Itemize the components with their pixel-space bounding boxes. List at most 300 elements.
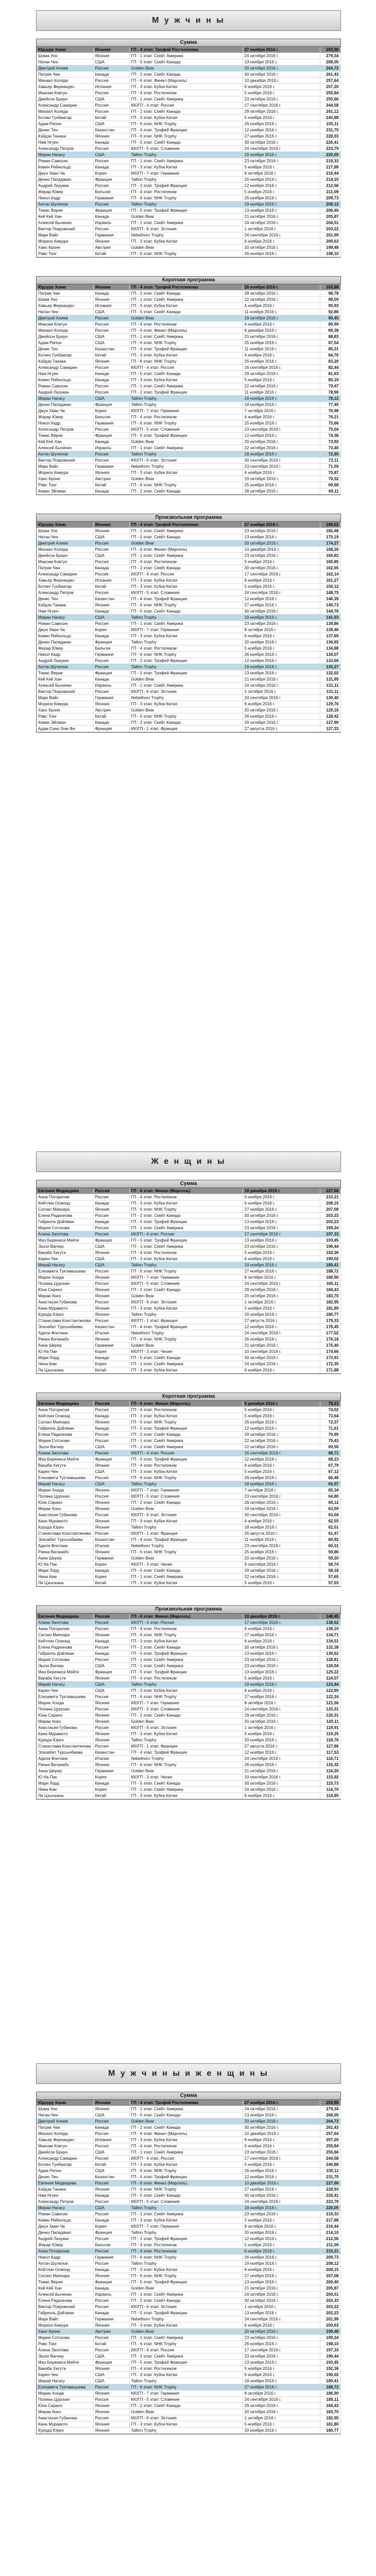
score: 161,27 — [320, 578, 340, 584]
date: 12 ноября 2016 г. — [243, 433, 320, 439]
score: 235,11 — [320, 2168, 340, 2174]
skater-name: Вакаба Хигути — [37, 1250, 93, 1256]
competition: ГП - 6 этап: Финал (Марсель) — [129, 2180, 243, 2187]
country: Франция — [93, 1238, 129, 1244]
skater-name: Кана Мурамото — [37, 2421, 93, 2428]
skater-name: Кевин Рейнольдс — [37, 633, 93, 639]
score: 202,23 — [320, 2310, 340, 2316]
date: 25 ноября 2016 г. — [243, 359, 320, 365]
competition: ГП - 4 этап: Ростелеком — [129, 2248, 243, 2255]
competition: ГП - 1 этап: Скейт Америка — [129, 1663, 243, 1669]
skater-name: Дениз Пападакис — [37, 177, 93, 183]
score: 117,53 — [320, 1750, 340, 1756]
skater-name: Мария Сотскова — [37, 2335, 93, 2341]
table-row — [37, 2360, 340, 2366]
date: 23 сентября 2016 г. — [243, 1494, 320, 1500]
skater-name: Джейсон Браун — [37, 2149, 93, 2156]
date: 5 ноября 2016 г. — [243, 189, 320, 195]
country: Россия — [93, 315, 129, 321]
table-row — [37, 1549, 340, 1555]
country: Япония — [93, 1549, 129, 1555]
table-row — [37, 408, 340, 414]
date: 20 октября 2016 г. — [243, 707, 320, 714]
country: Корея — [93, 1787, 129, 1793]
competition: ГП - 1 этап: Скейт Америка — [129, 1244, 243, 1250]
table-row — [37, 1543, 340, 1549]
date: 5 ноября 2016 г. — [243, 1250, 320, 1256]
score: 128,42 — [320, 714, 340, 720]
competition: ГП - 4 этап: Ростелеком — [129, 321, 243, 328]
country: Казахстан — [93, 1537, 129, 1543]
skater-name: Шома Уно — [37, 2106, 93, 2112]
date: 1 октября 2016 г. — [243, 2304, 320, 2310]
table-row — [37, 171, 340, 177]
skater-name: Анна Шерер — [37, 1768, 93, 1774]
date: 21 октября 2016 г. — [243, 1768, 320, 1774]
competition: ГП - 6 этап: NHK Trophy — [129, 602, 243, 608]
table-row — [37, 315, 340, 321]
competition: Tallinn Trophy — [129, 615, 243, 621]
date: 10 декабря 2016 г. — [243, 78, 320, 84]
skater-name: Габриэль Дэйлман — [37, 1426, 93, 1432]
competition: Golden Bear — [129, 2119, 243, 2125]
country: Канада — [93, 676, 129, 683]
competition: ГП - 5 этап: Трофей Франции — [129, 2360, 243, 2366]
competition: ГП - 6 этап: NHK Trophy — [129, 714, 243, 720]
competition: КЮГП - 3 этап: Чехия — [129, 1349, 243, 1355]
score: 74,38 — [320, 433, 340, 439]
competition: ГП - 5 этап: Скейт Канада — [129, 1568, 243, 1574]
date: 23 сентября 2016 г. — [243, 464, 320, 470]
date: 19 ноября 2016 г. — [243, 1682, 320, 1688]
table-row — [37, 1574, 340, 1580]
date: 23 октября 2016 г. — [243, 528, 320, 534]
date: 28 октября 2016 г. — [243, 488, 320, 495]
date: 6 ноября 2016 г. — [243, 2323, 320, 2329]
date: 25 ноября 2016 г. — [243, 420, 320, 427]
score: 190,02 — [320, 2372, 340, 2378]
country: Китай — [93, 352, 129, 359]
date: 23 октября 2016 г. — [243, 2353, 320, 2360]
table-row — [37, 2261, 340, 2267]
competition: ГП - 3 этап: Кубок Китая — [129, 1469, 243, 1475]
country: Россия — [93, 1231, 129, 1238]
date: 20 ноября 2016 г. — [243, 1312, 320, 1318]
country: Япония — [93, 2391, 129, 2397]
competition: ГП - 6 этап: NHK Trophy — [129, 1549, 243, 1555]
table-row — [37, 1694, 340, 1700]
country: Япония — [93, 1675, 129, 1682]
competition: ГП - 4 этап: Трофей Франции — [129, 2174, 243, 2180]
date: 13 ноября 2016 г. — [243, 534, 320, 540]
skater-name: Кэйдзи Танака — [37, 2187, 93, 2193]
section-banner-all: М у ж ч и н ы и ж е н щ и н ы — [36, 2063, 341, 2084]
country: Россия — [93, 103, 129, 109]
competition: Tallinn Trophy — [129, 396, 243, 402]
country: Германия — [93, 2255, 129, 2261]
skater-name: Нина Ким — [37, 1787, 93, 1793]
skater-name: Максим Ковтун — [37, 321, 93, 328]
competition: ГП - 6 этап: NHK Trophy — [129, 2384, 243, 2391]
table-row — [37, 676, 340, 683]
competition: Tallinn Trophy — [129, 451, 243, 457]
table-row — [37, 457, 340, 464]
table-row — [37, 565, 340, 571]
score: 207,08 — [320, 1207, 340, 1213]
competition: ГП - 6 этап: NHK Trophy — [129, 2187, 243, 2193]
date: 19 октября 2016 г. — [243, 315, 320, 321]
skater-name: Марк Вайс — [37, 464, 93, 470]
competition: КЮГП - 5 этап: Словения — [129, 2199, 243, 2205]
country: Канада — [93, 1638, 129, 1645]
skater-name: Ханс Кроне — [37, 476, 93, 482]
country: Россия — [93, 2156, 129, 2162]
skater-name: Андрей Лазукин — [37, 2236, 93, 2242]
date: 28 октября 2016 г. — [243, 291, 320, 297]
score: 189,41 — [320, 1262, 340, 1268]
date: 30 октября 2016 г. — [243, 1213, 320, 1219]
skater-name: Александр Самарин — [37, 2156, 93, 2162]
competition: ГП - 4 этап: Ростелеком — [129, 2366, 243, 2372]
competition: КЮГП - 5 этап: Словения — [129, 427, 243, 433]
skater-name: Роман Савосин — [37, 2211, 93, 2217]
country: Россия — [93, 2248, 129, 2255]
date: 6 ноября 2016 г. — [243, 633, 320, 639]
date: 13 ноября 2016 г. — [243, 1238, 320, 1244]
date: 1 октября 2016 г. — [243, 226, 320, 232]
country: Россия — [93, 78, 129, 84]
country: Япония — [93, 1731, 129, 1737]
country: Россия — [93, 2298, 129, 2304]
score: 198,10 — [320, 2341, 340, 2347]
date: 17 сентября 2016 г. — [243, 1620, 320, 1626]
date: 26 ноября 2016 г. — [243, 1762, 320, 1768]
score: 202,23 — [320, 1219, 340, 1225]
score: 122,90 — [320, 1688, 340, 1694]
skater-name: Адам Рипон — [37, 121, 93, 127]
score: 76,21 — [320, 414, 340, 420]
table-row — [37, 2323, 340, 2329]
score: 231,70 — [320, 127, 340, 133]
table-row — [37, 726, 340, 732]
country: Япония — [93, 1312, 129, 1318]
competition: ГП - 1 этап: Скейт Америка — [129, 2353, 243, 2360]
skater-name: Михаил Коляда — [37, 109, 93, 115]
skater-name: Маэ Берениса Мейте — [37, 1456, 93, 1463]
date: 20 октября 2016 г. — [243, 2329, 320, 2335]
competition: ГП - 3 этап: Кубок Китая — [129, 2267, 243, 2273]
table-row — [37, 1330, 340, 1336]
date: 4 ноября 2016 г. — [243, 470, 320, 476]
country: Германия — [93, 1343, 129, 1349]
score: 203,33 — [320, 2298, 340, 2304]
score: 119,91 — [320, 1725, 340, 1731]
skater-name: Евгения Медведева — [37, 2180, 93, 2187]
date: 26 ноября 2016 г. — [243, 2341, 320, 2347]
table-row — [37, 1367, 340, 1374]
skater-name: Виктор Покровский — [37, 2304, 93, 2310]
table-row — [37, 2199, 340, 2205]
country: Канада — [93, 377, 129, 383]
score: 228,93 — [320, 2187, 340, 2193]
skater-name: Антон Шулепов — [37, 2261, 93, 2267]
competition: ГП - 4 этап: Ростелеком — [129, 1463, 243, 1469]
date: 24 сентября 2016 г. — [243, 695, 320, 701]
score: 136,19 — [320, 1626, 340, 1632]
skater-name: Мираи Нагасу — [37, 2205, 93, 2211]
country: Россия — [93, 427, 129, 433]
date: 27 ноября 2016 г. — [243, 1207, 320, 1213]
date: 4 ноября 2016 г. — [243, 1518, 320, 1524]
skater-name: Дмитрий Алиев — [37, 65, 93, 72]
skater-name: Марин Хонда — [37, 1487, 93, 1494]
competition: КЮГП - 7 этап: Германия — [129, 408, 243, 414]
country: Россия — [93, 2119, 129, 2125]
score: 172,35 — [320, 1361, 340, 1367]
country: Япония — [93, 297, 129, 303]
country: Россия — [93, 146, 129, 152]
score: 203,33 — [320, 1213, 340, 1219]
skater-name: Ботинг Гунбаатар — [37, 2162, 93, 2168]
competition: ГП - 5 этап: Скейт Канада — [129, 2193, 243, 2199]
competition: КЮГП - 7 этап: Германия — [129, 2391, 243, 2397]
country: США — [93, 1256, 129, 1262]
competition: ГП - 4 этап: Ростелеком — [129, 189, 243, 195]
ranking-table-men-1 — [36, 276, 341, 495]
table-row — [37, 140, 340, 146]
country: Китай — [93, 2341, 129, 2347]
table-row — [37, 164, 340, 171]
date: 7 октября 2016 г. — [243, 1487, 320, 1494]
competition: ГП - 2 этап: Скейт Канада — [129, 2125, 243, 2131]
score: 293,90 — [320, 2100, 340, 2106]
skater-name: Натан Чен — [37, 2112, 93, 2119]
country: Россия — [93, 571, 129, 578]
skater-name: Анастасия Губанова — [37, 1512, 93, 1518]
country: Россия — [93, 1450, 129, 1456]
competition: ГП - 6 этап: NHK Trophy — [129, 359, 243, 365]
table-row — [37, 2143, 340, 2149]
country: Казахстан — [93, 2174, 129, 2180]
table-row — [37, 189, 340, 195]
skater-name: Алексей Быченко — [37, 683, 93, 689]
score: 176,18 — [320, 1336, 340, 1343]
score: 162,65 — [320, 565, 340, 571]
country: Япония — [93, 53, 129, 59]
table-row — [37, 1188, 340, 1194]
competition: ГП - 2 этап: Скейт Канада — [129, 720, 243, 726]
skater-name: Мориси Кимура — [37, 470, 93, 476]
table-row — [37, 284, 340, 291]
country: Франция — [93, 2360, 129, 2366]
competition: Golden Bear — [129, 245, 243, 251]
date: 30 октября 2016 г. — [243, 1645, 320, 1651]
date: 26 ноября 2016 г. — [243, 714, 320, 720]
score: 115,73 — [320, 1781, 340, 1787]
competition: Nebelhorn Trophy — [129, 1330, 243, 1336]
country: Франция — [93, 433, 129, 439]
table-row — [37, 482, 340, 488]
country: Австрия — [93, 245, 129, 251]
country: Корея — [93, 1574, 129, 1580]
table-row — [37, 2316, 340, 2323]
skater-name: Эшли Вагнер — [37, 2353, 93, 2360]
date: 10 декабря 2016 г. — [243, 2180, 320, 2187]
score: 73,64 — [320, 1413, 340, 1419]
skater-name: Виктор Покровский — [37, 226, 93, 232]
date: 12 ноября 2016 г. — [243, 1750, 320, 1756]
date: 23 октября 2016 г. — [243, 553, 320, 559]
skater-name: Евгения Медведева — [37, 1188, 93, 1194]
country: Бельгия — [93, 646, 129, 652]
country: США — [93, 2372, 129, 2378]
table-row — [37, 208, 340, 214]
date: 4 ноября 2016 г. — [243, 352, 320, 359]
country: Канада — [93, 488, 129, 495]
competition: Tallinn Trophy — [129, 1312, 243, 1318]
score: 95,93 — [320, 303, 340, 309]
country: Канада — [93, 371, 129, 377]
score: 103,89 — [320, 284, 340, 291]
date: 4 ноября 2016 г. — [243, 1463, 320, 1469]
skater-name: Мориси Кимура — [37, 701, 93, 707]
skater-name: Мираи Аокэ — [37, 2409, 93, 2415]
score: 184,43 — [320, 2403, 340, 2409]
skater-name: Антон Шулепов — [37, 451, 93, 457]
results-table — [37, 47, 341, 257]
score: 216,44 — [320, 171, 340, 177]
skater-name: Алина Загитова — [37, 1620, 93, 1626]
country: Германия — [93, 420, 129, 427]
date: 13 ноября 2016 г. — [243, 2112, 320, 2119]
country: Япония — [93, 1506, 129, 1512]
country: США — [93, 59, 129, 65]
table-row — [37, 2292, 340, 2298]
skater-name: Ботинг Гунбаатар — [37, 115, 93, 121]
score: 124,57 — [320, 1675, 340, 1682]
table-row — [37, 420, 340, 427]
competition: КЮГП - 4 этап: Россия — [129, 1450, 243, 1456]
country: Казахстан — [93, 1750, 129, 1756]
country: Израиль — [93, 220, 129, 226]
country: Германия — [93, 1768, 129, 1774]
country: Австрия — [93, 476, 129, 482]
competition: ГП - 3 этап: Кубок Китая — [129, 2421, 243, 2428]
score: 257,20 — [320, 84, 340, 90]
date: 30 октября 2016 г. — [243, 1355, 320, 1361]
table-row — [37, 65, 340, 72]
date: 18 ноября 2016 г. — [243, 402, 320, 408]
date: 20 ноября 2016 г. — [243, 2428, 320, 2434]
competition: КЮГП - 7 этап: Германия — [129, 2224, 243, 2230]
competition: ГП - 2 этап: Скейт Канада — [129, 488, 243, 495]
country: Китай — [93, 584, 129, 590]
score: 58,18 — [320, 1568, 340, 1574]
country: Россия — [93, 689, 129, 695]
score: 210,21 — [320, 1194, 340, 1200]
skater-name: Вакаба Хигути — [37, 2366, 93, 2372]
table-row — [37, 695, 340, 701]
date: 5 ноября 2016 г. — [243, 2242, 320, 2248]
score: 116,20 — [320, 1768, 340, 1774]
country: Россия — [93, 65, 129, 72]
skater-name: Ривс Тонг — [37, 2341, 93, 2347]
table-row — [37, 1207, 340, 1213]
skater-name: Елена Радионова — [37, 2298, 93, 2304]
table-row — [37, 251, 340, 257]
score: 60,92 — [320, 1537, 340, 1543]
section-banner-men: М у ж ч и н ы — [36, 10, 341, 31]
table-row — [37, 2211, 340, 2217]
country: Россия — [93, 2397, 129, 2403]
competition: ГП - 3 этап: Кубок Китая — [129, 1731, 243, 1737]
competition: ГП - 2 этап: Трофей Франции — [129, 2236, 243, 2242]
table-title: Сумма — [37, 39, 340, 47]
date: 5 ноября 2016 г. — [243, 164, 320, 171]
country: США — [93, 1469, 129, 1475]
skater-name: Максим Ковтун — [37, 559, 93, 565]
date: 19 ноября 2016 г. — [243, 664, 320, 670]
country: Япония — [93, 2106, 129, 2112]
date: 5 ноября 2016 г. — [243, 1469, 320, 1475]
country: Китай — [93, 251, 129, 257]
table-row — [37, 584, 340, 590]
skater-name: Кана Мурамото — [37, 1731, 93, 1737]
skater-name: Полина Цурская — [37, 1494, 93, 1500]
country: Япония — [93, 1518, 129, 1524]
competition: ГП - 1 этап: Скейт Америка — [129, 683, 243, 689]
table-row — [37, 158, 340, 164]
date: 1 октября 2016 г. — [243, 689, 320, 695]
table-row — [37, 1682, 340, 1688]
skater-name: Денис Тен — [37, 2174, 93, 2180]
competition: КЮГП - 6 этап: Эстония — [129, 1299, 243, 1306]
skater-name: Никол Кадр — [37, 652, 93, 658]
country: Франция — [93, 1669, 129, 1675]
score: 85,31 — [320, 346, 340, 352]
country: Россия — [93, 457, 129, 464]
score: 79,21 — [320, 1401, 340, 1407]
date: 23 октября 2016 г. — [243, 96, 320, 103]
ranking-table-women-4 — [36, 1393, 341, 1587]
competition: ГП - 6 этап: NHK Trophy — [129, 195, 243, 201]
country: Казахстан — [93, 346, 129, 352]
country: Бельгия — [93, 414, 129, 420]
skater-name: Андрей Лазукин — [37, 389, 93, 396]
skater-name: Кей Кей Хан — [37, 214, 93, 220]
table-row — [37, 646, 340, 652]
table-row — [37, 1743, 340, 1750]
skater-name: Денис Тен — [37, 596, 93, 602]
date: 26 ноября 2016 г. — [243, 1419, 320, 1426]
skater-name: Патрик Чан — [37, 565, 93, 571]
date: 6 ноября 2016 г. — [243, 701, 320, 707]
competition: ГП - 6 этап: Финал (Марсель) — [129, 1614, 243, 1620]
score: 80,19 — [320, 377, 340, 383]
date: 10 декабря 2016 г. — [243, 1614, 320, 1620]
competition: ГП - 3 этап: Кубок Китая — [129, 470, 243, 476]
table-row — [37, 2273, 340, 2279]
date: 17 сентября 2016 г. — [243, 2156, 320, 2162]
country: Япония — [93, 2421, 129, 2428]
skater-name: Элизабет Турсынбаева — [37, 1537, 93, 1543]
skater-name: Хавьер Фернандес — [37, 578, 93, 584]
competition: ГП - 4 этап: Трофей Ростелекома — [129, 2100, 243, 2106]
competition: ГП - 6 этап: NHK Trophy — [129, 2168, 243, 2174]
score: 57,65 — [320, 1574, 340, 1580]
competition: КЮГП - 4 этап: Россия — [129, 2347, 243, 2353]
table-row — [37, 1413, 340, 1419]
